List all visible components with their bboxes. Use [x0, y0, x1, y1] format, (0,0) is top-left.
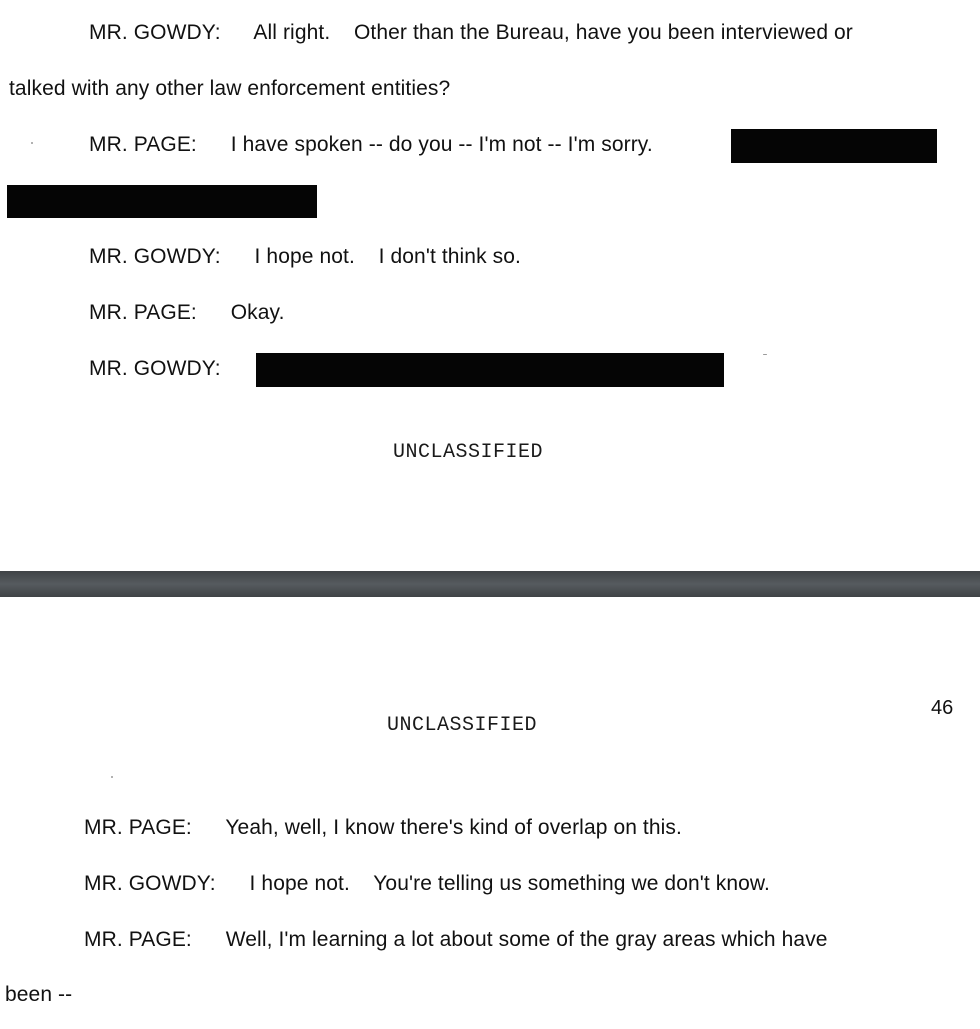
transcript-line	[89, 358, 221, 379]
transcript-line	[89, 22, 853, 43]
speaker-label: MR. GOWDY:	[89, 245, 221, 268]
redaction-bar	[731, 129, 937, 163]
redaction-bar	[7, 185, 317, 218]
speaker-label: MR. PAGE:	[89, 133, 197, 156]
transcript-line	[89, 246, 521, 267]
scan-speck	[111, 776, 113, 778]
transcript-line	[84, 817, 682, 838]
speaker-label: MR. PAGE:	[84, 816, 192, 839]
speaker-label: MR. GOWDY:	[89, 21, 221, 44]
transcript-line	[84, 873, 770, 894]
page-number: 46	[931, 697, 954, 719]
line-text: All right. Other than the Bureau, have you been interviewed or	[253, 21, 853, 44]
speaker-label: MR. PAGE:	[89, 301, 197, 324]
page-break-divider	[0, 571, 980, 597]
line-text: Okay.	[230, 301, 285, 324]
transcript-line	[5, 984, 72, 1005]
line-text: I hope not. You're telling us something we don't know.	[249, 872, 770, 895]
speaker-label: MR. GOWDY:	[84, 872, 216, 895]
redaction-bar	[256, 353, 724, 387]
line-text: Yeah, well, I know there's kind of overlap on this.	[225, 816, 682, 839]
line-text: I have spoken -- do you -- I'm not -- I'm sorry.	[230, 133, 653, 156]
transcript-line	[84, 929, 828, 950]
speaker-label: MR. PAGE:	[84, 928, 192, 951]
classification-marking-header: UNCLASSIFIED	[387, 714, 538, 737]
transcript-line	[9, 78, 450, 99]
speaker-label: MR. GOWDY:	[89, 357, 221, 380]
line-text: Well, I'm learning a lot about some of the gray areas which have	[225, 928, 828, 951]
line-text: talked with any other law enforcement entities?	[9, 77, 451, 100]
scan-speck	[763, 354, 767, 355]
transcript-line	[89, 302, 285, 323]
transcript-line	[89, 134, 653, 155]
classification-marking-footer: UNCLASSIFIED	[393, 441, 544, 464]
line-text: I hope not. I don't think so.	[254, 245, 521, 268]
scan-speck	[31, 142, 33, 144]
line-text: been --	[5, 983, 73, 1006]
